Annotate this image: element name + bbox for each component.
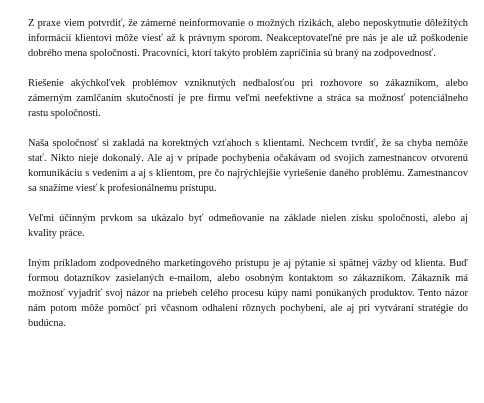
document-body <box>28 16 468 346</box>
paragraph-3: Naša spoločnosť si zakladá na korektných vzťahoch s klientami. Nechcem tvrdiť, že sa chyba nemôže stať. Nikto nieje dokonalý. Ale aj v prípade pochybenia očakávam od svojich zamestnancov otvorenú komunikáciu s vedením a aj s klientom, pre čo najrýchlejšie vyriešenie daného problému. Zamestnancov sa snažíme viesť k profesionálnemu prístupu. <box>28 138 468 194</box>
paragraph-1: Z praxe viem potvrdiť, že zámerné neinformovanie o možných rizikách, alebo neposkytnutie dôležitých informácií klientovi môže viesť až k právnym sporom. Neakceptovateľné pre nás je ale už poškodenie dobrého mena spoločnosti. Pracovníci, ktorí takýto problém zapríčinia sú braný na zodpovednosť. <box>28 18 468 59</box>
paragraph-2: Riešenie akýchkoľvek problémov vzniknutých nedbalosťou pri rozhovore so zákazníkom, alebo zámerným zamlčaním skutočností je pre firmu veľmi neefektívne a stráca sa možnosť potenciálneho rastu spoločnosti. <box>28 78 468 119</box>
paragraph-4: Veľmi účinným prvkom sa ukázalo byť odmeňovanie na základe nielen zisku spoločnosti, alebo aj kvality práce. <box>28 213 468 239</box>
paragraph-5: Iným príkladom zodpovedného marketingového prístupu je aj pýtanie si spätnej väzby od klienta. Buď formou dotazníkov zasielaných e-mailom, alebo osobným kontaktom so zákazníkom. Zákazník má možnosť vyjadriť svoj názor na priebeh celého procesu kúpy nami ponúkaných produktov. Tento názor nám potom môže pomôcť pri včasnom odhalení rôznych pochybení, ale aj pri vytváraní stratégie do budúcna. <box>28 258 468 329</box>
